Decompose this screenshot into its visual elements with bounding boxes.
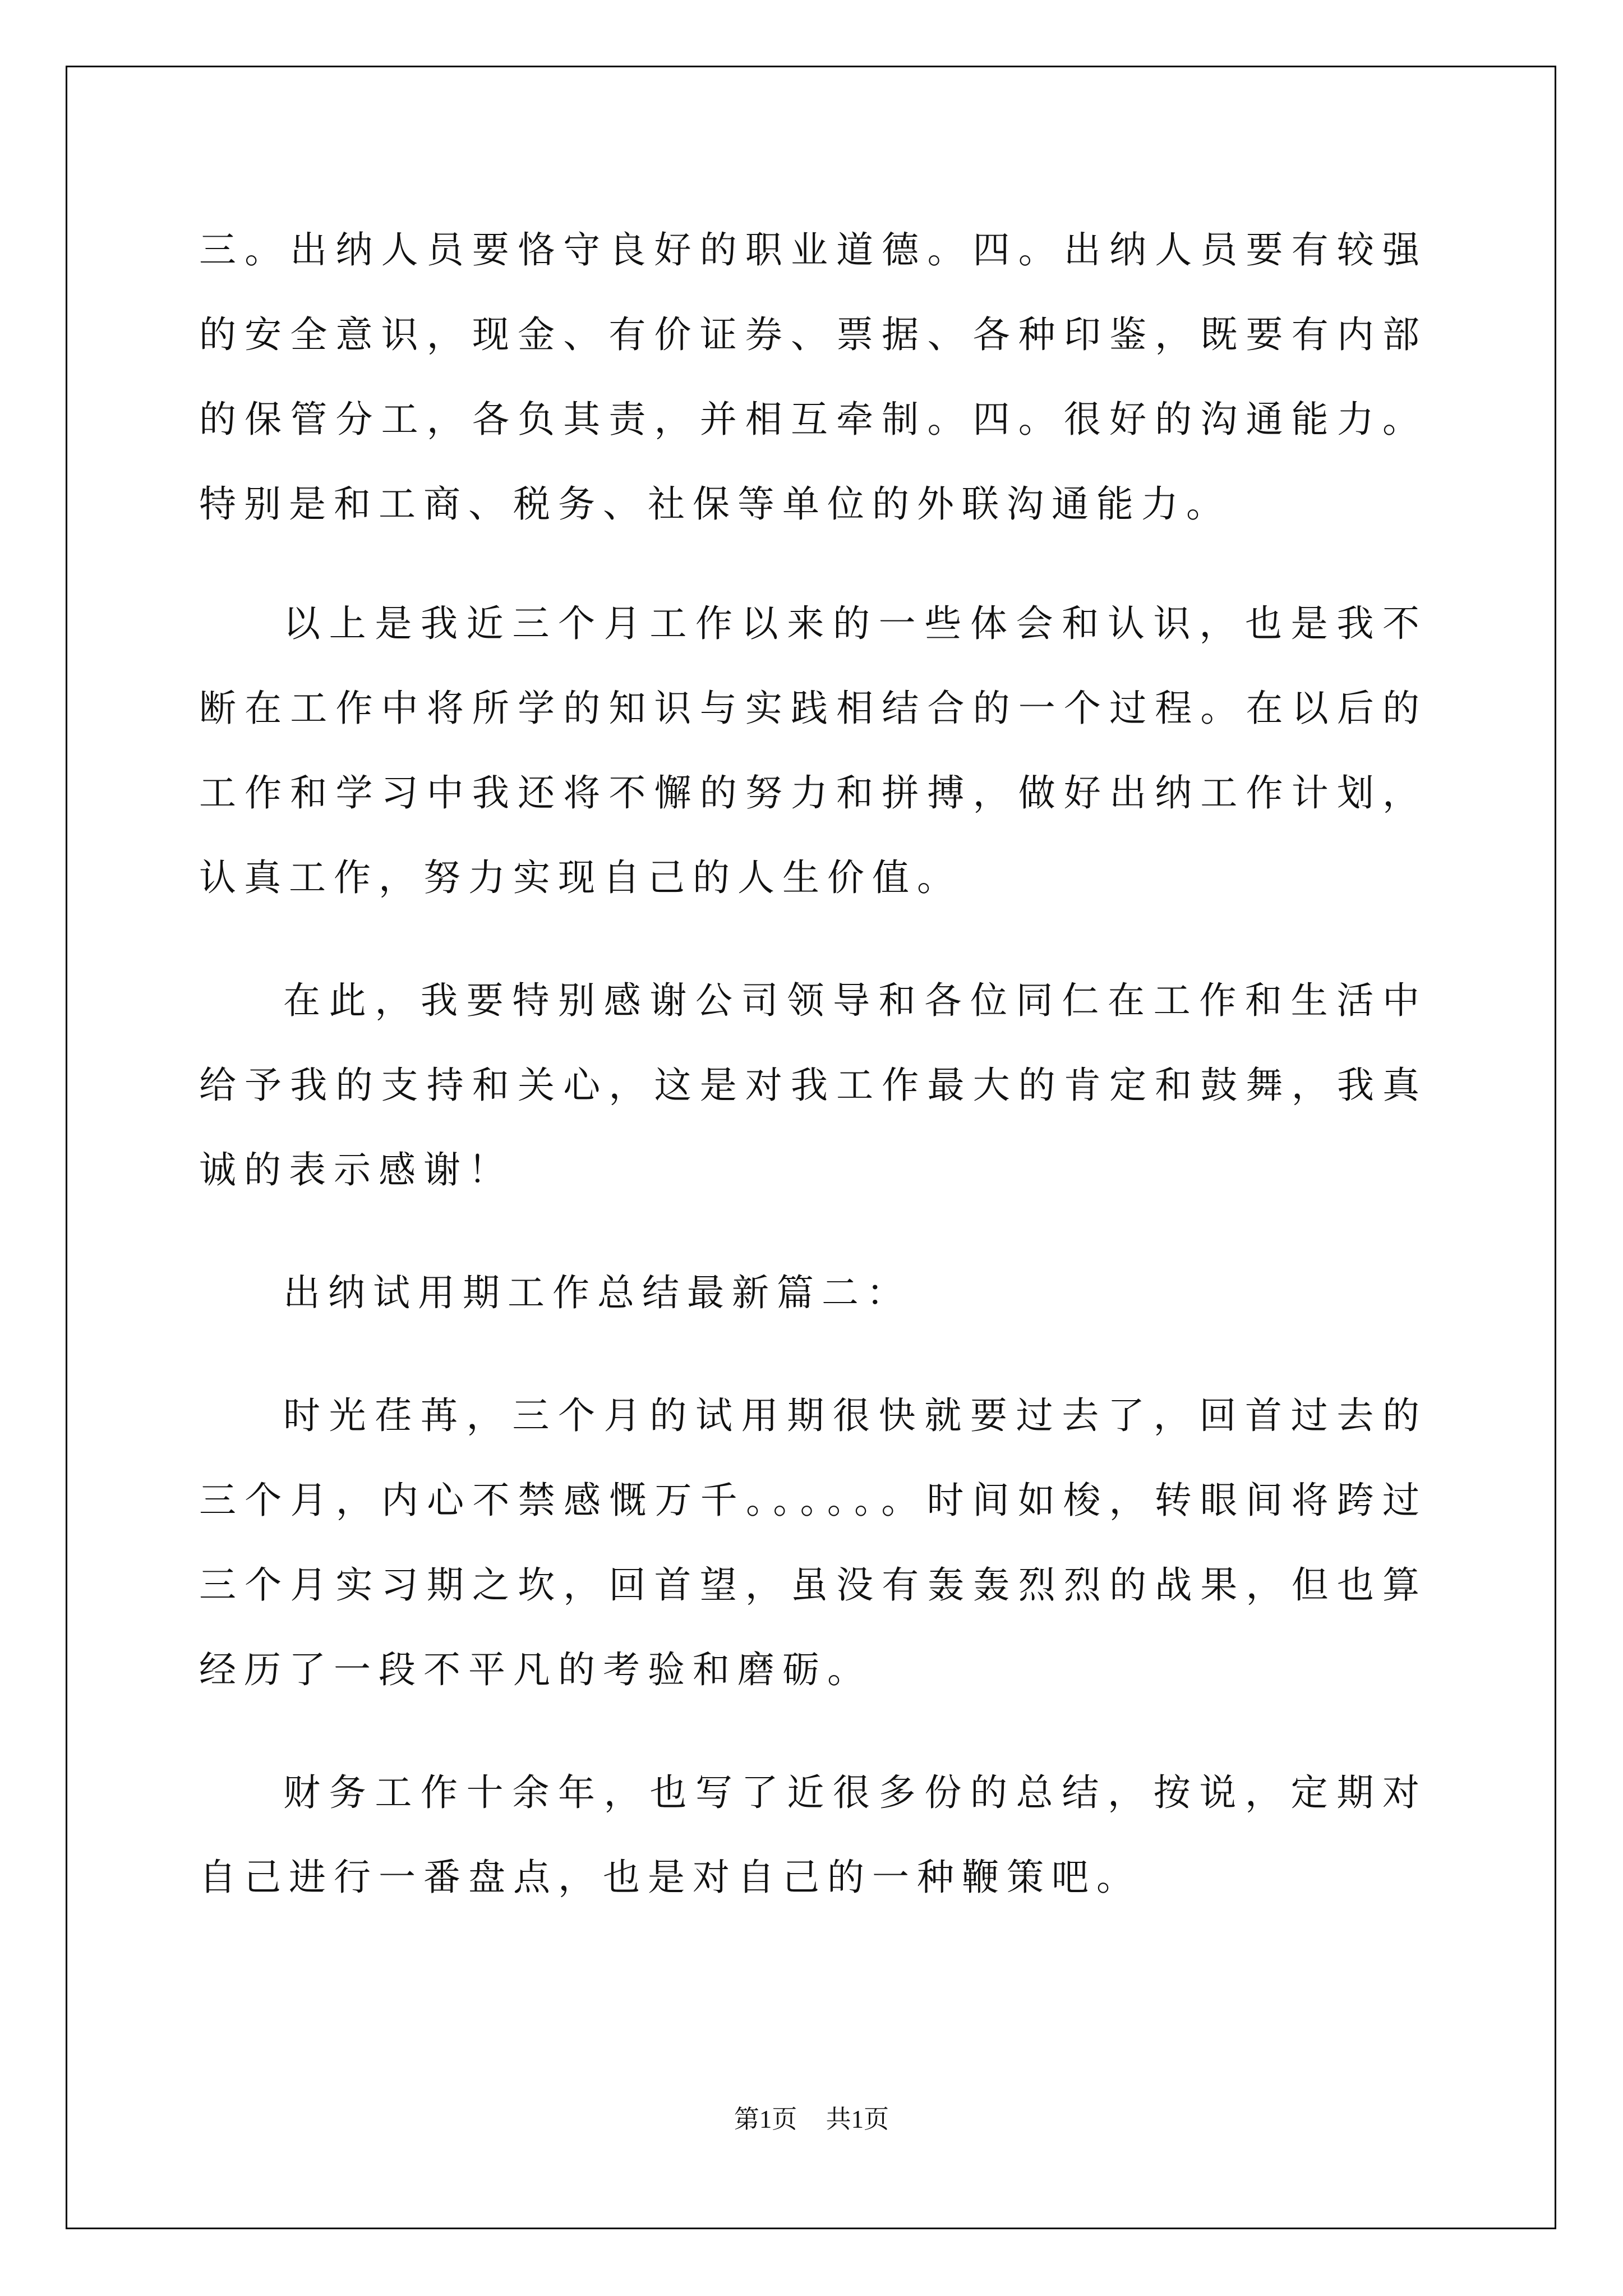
paragraph-2: 以上是我近三个月工作以来的一些体会和认识，也是我不断在工作中将所学的知识与实践相结合的一个过程。在以后的工作和学习中我还将不懈的努力和拼搏，做好出纳工作计划，认真工作，努力实现自己的人生价值。 (199, 602, 1427, 899)
paragraph-3: 在此，我要特别感谢公司领导和各位同仁在工作和生活中给予我的支持和关心，这是对我工作最大的肯定和鼓舞，我真诚的表示感谢！ (199, 979, 1427, 1191)
section-heading: 出纳试用期工作总结最新篇二： (283, 1271, 911, 1314)
paragraph-5: 财务工作十余年，也写了近很多份的总结，按说，定期对自己进行一番盘点，也是对自己的一种鞭策吧。 (199, 1771, 1427, 1899)
paragraph-1: 三。出纳人员要恪守良好的职业道德。四。出纳人员要有较强的安全意识，现金、有价证券、票据、各种印鉴，既要有内部的保管分工，各负其责，并相互牵制。四。很好的沟通能力。特别是和工商、税务、社保等单位的外联沟通能力。 (199, 228, 1427, 526)
document-body (199, 208, 1427, 1958)
page-total: 共1页 (826, 2105, 889, 2133)
page-number: 第1页 (734, 2105, 797, 2133)
paragraph-4: 时光荏苒，三个月的试用期很快就要过去了，回首过去的三个月，内心不禁感慨万千。。。。。。时间如梭，转眼间将跨过三个月实习期之坎，回首望，虽没有轰轰烈烈的战果，但也算经历了一段不平凡的考验和磨砺。 (199, 1394, 1427, 1691)
page-footer (0, 2102, 1623, 2136)
